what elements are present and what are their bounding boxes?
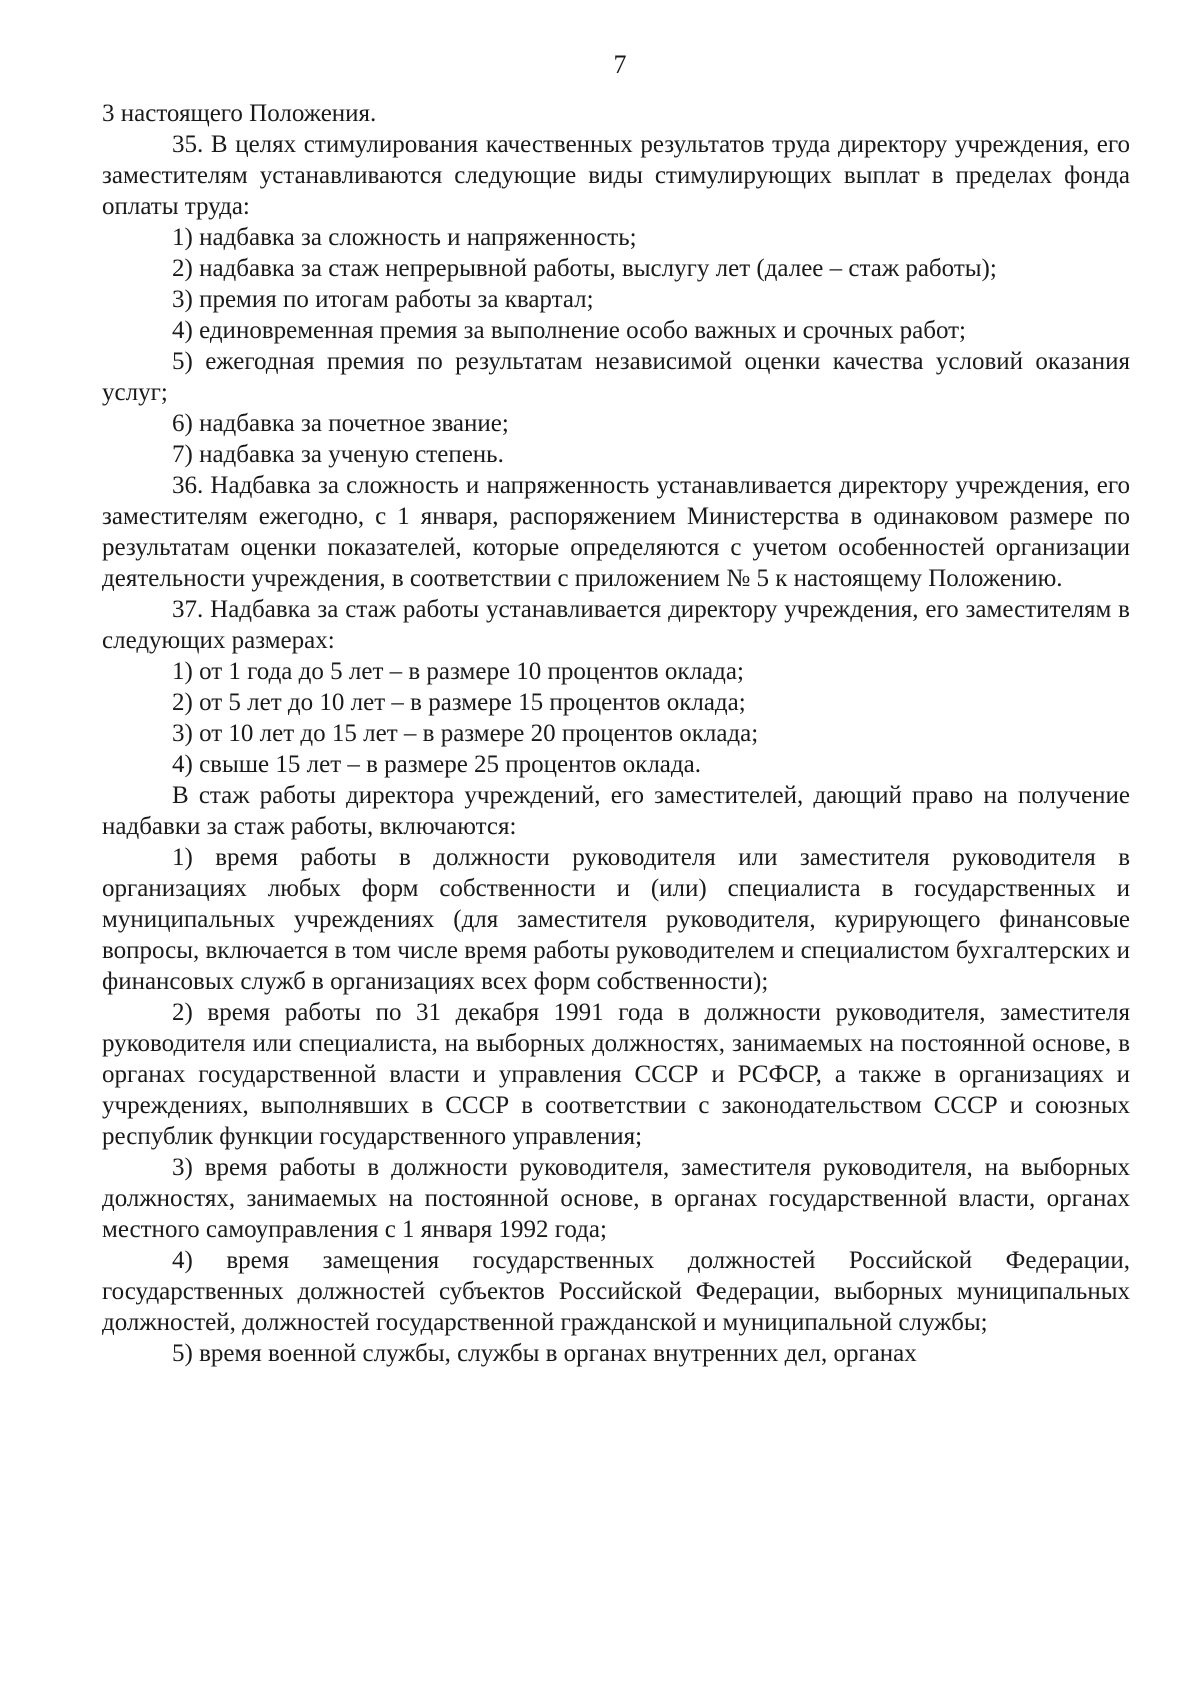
- list-item-35-5: 5) ежегодная премия по результатам независимой оценки качества условий оказания услуг;: [102, 348, 1130, 406]
- paragraph-35: 35. В целях стимулирования качественных результатов труда директору учреждения, его заместителям устанавливаются следующие виды стимулирующих выплат в пределах фонда оплаты труда:: [102, 131, 1130, 220]
- list-item-37-4: 4) свыше 15 лет – в размере 25 процентов оклада.: [172, 751, 701, 778]
- list-item-seniority-4: 4) время замещения государственных должностей Российской Федерации, государственных должностей субъектов Российской Федерации, выборных муниципальных должностей, должностей государственной гражданской и муниципальной службы;: [102, 1247, 1130, 1336]
- list-item-35-3: 3) премия по итогам работы за квартал;: [172, 286, 594, 313]
- list-item-seniority-1: 1) время работы в должности руководителя или заместителя руководителя в организациях любых форм собственности и (или) специалиста в государственных и муниципальных учреждениях (для заместителя руководителя, курирующего финансовые вопросы, включается в том числе время работы руководителем и специалистом бухгалтерских и финансовых служб в организациях всех форм собственности);: [102, 844, 1130, 995]
- paragraph-37: 37. Надбавка за стаж работы устанавливается директору учреждения, его заместителям в следующих размерах:: [102, 596, 1130, 654]
- list-item-37-3: 3) от 10 лет до 15 лет – в размере 20 процентов оклада;: [172, 720, 759, 747]
- list-item-seniority-5: 5) время военной службы, службы в органах внутренних дел, органах: [172, 1340, 917, 1367]
- paragraph-seniority: В стаж работы директора учреждений, его заместителей, дающий право на получение надбавки за стаж работы, включаются:: [102, 782, 1130, 840]
- list-item-37-2: 2) от 5 лет до 10 лет – в размере 15 процентов оклада;: [172, 689, 746, 716]
- list-item-35-2: 2) надбавка за стаж непрерывной работы, выслугу лет (далее – стаж работы);: [172, 255, 997, 282]
- list-item-35-1: 1) надбавка за сложность и напряженность;: [172, 224, 637, 251]
- list-item-37-1: 1) от 1 года до 5 лет – в размере 10 процентов оклада;: [172, 658, 744, 685]
- paragraph-36: 36. Надбавка за сложность и напряженность устанавливается директору учреждения, его заместителям ежегодно, с 1 января, распоряжением Министерства в одинаковом размере по результатам оценки показателей, которые определяются с учетом особенностей организации деятельности учреждения, в соответствии с приложением № 5 к настоящему Положению.: [102, 472, 1130, 592]
- page-number: 7: [613, 50, 627, 79]
- list-item-35-4: 4) единовременная премия за выполнение особо важных и срочных работ;: [172, 317, 966, 344]
- document-body: [102, 98, 1130, 1369]
- list-item-seniority-3: 3) время работы в должности руководителя, заместителя руководителя, на выборных должностях, занимаемых на постоянной основе, в органах государственной власти, органах местного самоуправления с 1 января 1992 года;: [102, 1154, 1130, 1243]
- list-item-seniority-2: 2) время работы по 31 декабря 1991 года в должности руководителя, заместителя руководителя или специалиста, на выборных должностях, занимаемых на постоянной основе, в органах государственной власти и управления СССР и РСФСР, а также в организациях и учреждениях, выполнявших в СССР в соответствии с законодательством СССР и союзных республик функции государственного управления;: [102, 999, 1130, 1150]
- list-item-35-7: 7) надбавка за ученую степень.: [172, 441, 504, 468]
- list-item-35-6: 6) надбавка за почетное звание;: [172, 410, 509, 437]
- paragraph-continuation: 3 настоящего Положения.: [102, 100, 377, 127]
